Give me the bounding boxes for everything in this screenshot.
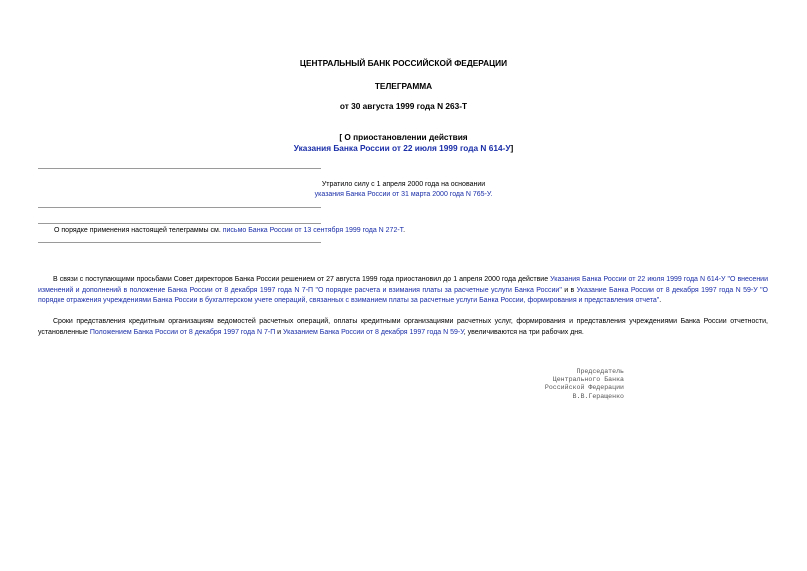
status-note-text: Утратило силу с 1 апреля 2000 года на основании [321,181,486,188]
signature-line: Председатель [576,368,624,375]
para2-text: Сроки представления кредитным организациям ведомостей расчетных операций, оплаты кредитными организациями расчетных услуг, формирования и представления учреждениями Банка России отчетности, установленные [38,318,768,336]
paragraph-1 [38,275,768,307]
subject-line: [ О приостановлении действия [339,132,468,142]
apply-note [54,227,405,234]
para2-link-7p[interactable]: Положением Банка России от 8 декабря 1997 года N 7-П [89,328,276,336]
status-note-link-line [0,191,807,198]
para1-text-3: . [659,297,662,304]
signature-line: Центрального Банка [552,376,624,384]
subject-link[interactable]: Указания Банка России от 22 июля 1999 года N 614-У [293,143,511,153]
divider [38,168,321,169]
para1-text: В связи с поступающими просьбами Совет директоров Банка России решением от 27 августа 1999 года приостановил до 1 апреля 2000 года действие [53,276,551,283]
apply-note-text: О порядке применения настоящей телеграммы см. [54,227,223,234]
org-title: ЦЕНТРАЛЬНЫЙ БАНК РОССИЙСКОЙ ФЕДЕРАЦИИ [299,58,508,68]
para1-link-614u[interactable]: Указания Банка России от 22 июля 1999 года N 614-У "О внесении изменений и дополнений в положение Банка России от 8 декабря 1997 года N 7-П "О порядке расчета и взимания платы за расчетные услуги Банка России" [38,276,768,294]
subject-link-line [0,143,807,153]
divider [38,223,321,224]
status-note-link[interactable]: указания Банка России от 31 марта 2000 года N 765-У. [314,191,493,198]
divider [38,207,321,208]
doc-type: ТЕЛЕГРАММА [374,81,433,91]
para2-link-59u[interactable]: Указанием Банка России от 8 декабря 1997 года N 59-У [283,328,464,336]
apply-note-end: . [403,227,406,234]
signature-block [480,368,624,401]
divider [38,242,321,243]
para2-text-3: , увеличиваются на три рабочих дня. [463,328,584,336]
paragraph-2 [38,317,768,338]
para2-text-2: и [275,328,284,336]
para1-text-2: и в [561,286,577,294]
signature-name: В.В.Геращенко [572,392,624,400]
subject-close: ] [510,143,514,153]
apply-note-link[interactable]: письмо Банка России от 13 сентября 1999 года N 272-Т [222,227,404,234]
signature-line: Российской Федерации [544,384,624,392]
doc-date-number: от 30 августа 1999 года N 263-Т [339,101,468,111]
para1-link-59u[interactable]: Указание Банка России от 8 декабря 1997 года N 59-У "О порядке отражения учреждениями Банка России в бухгалтерском учете операций, связанных с взиманием платы за расчетные услуги Банка России, формирования и представления отчета" [38,286,768,304]
